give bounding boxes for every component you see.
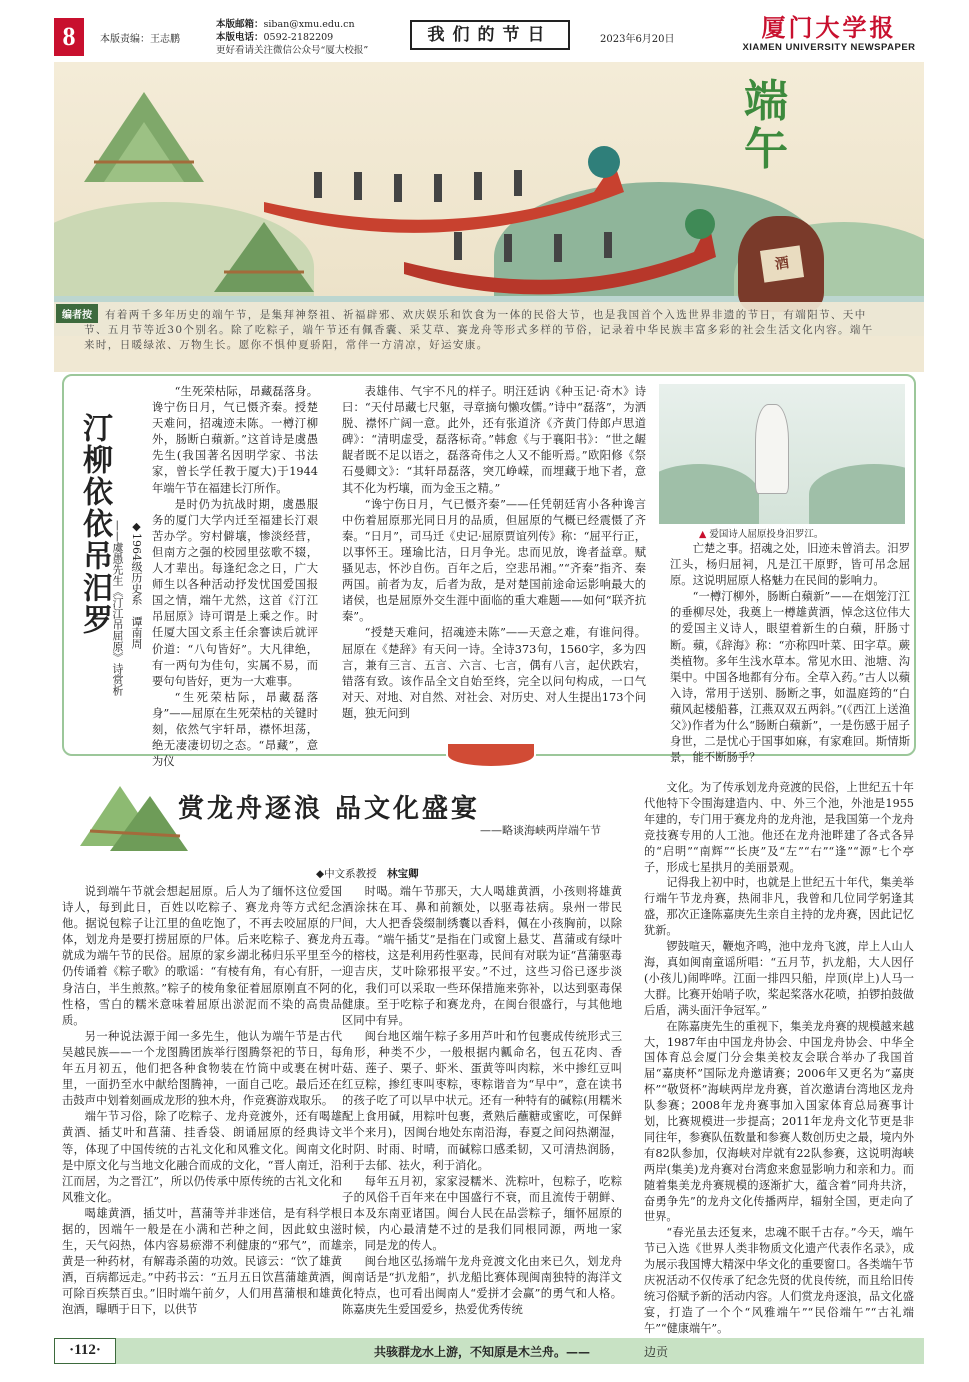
- zongzi-icon: [74, 82, 214, 212]
- newspaper-logo: [734, 14, 924, 53]
- paragraph: 闽台地区弘扬端午龙舟竞渡文化由来已久，划龙舟闽南话是“扒龙船”，扒龙船比赛体现闽南独特的海洋文化特点，也可看出闽南人“爱拼才会赢”的勇气和人格。陈嘉庚先生爱国爱乡，热爱优秀传统: [342, 1255, 622, 1317]
- paragraph: 文化。为了传承划龙舟竞渡的民俗，上世纪五十年代他特下令围海建造内、中、外三个池，外池是1955年建的，专门用于赛龙舟的龙舟池，是我国第一个龙舟竞技赛专用的人工池。他还在龙舟池畔建了各式各异的“启明”“南辉”“长庚”及“左”“右”“逢”“源”七个亭子，形成七星拱月的美丽景观。: [644, 781, 914, 874]
- section-title: 我们的节日: [410, 20, 570, 50]
- caption-marker: ▲: [699, 529, 707, 540]
- paragraph: 亡楚之事。招魂之处，旧迹未曾消去。汨罗江头，杨归屈祠，凡是江干原野，皆可吊念屈原。这说明屈原人格魅力在民间的影响力。: [670, 542, 910, 588]
- paragraph: 说到端午节就会想起屈原。后人为了缅怀这位爱国诗人，每到此日，百姓以吃粽子、赛龙舟等方式纪念他。据说包粽子让江里的鱼吃饱了，不再去咬屈原的尸体，划龙舟是要打捞屈原的尸体。后来吃粽子、赛龙舟就成为端午节的民俗。屈原的家乡湖北秭归乐平里至今仍传诵着《粽子歌》的歌谣：“有棱有角，有心有肝，一身洁白，半生煎熬。”粽子的棱角象征着屈原刚直不阿的性格，雪白的糯米意味着屈原出淤泥而不染的高贵品质。: [62, 885, 342, 1027]
- qu-yuan-illustration: [659, 384, 905, 524]
- paragraph: “春光虽去还复来，忠魂不眠千古存。”今天，端午节已入选《世界人类非物质文化遗产代表作名录》，成为展示我国博大精深中华文化的重要窗口。各类端午节庆祝活动不仅传承了纪念先贤的优良传统，而且给旧传统习俗赋予新的活动内容。人们赏龙舟逐浪，品文化盛宴，打造了一个个“风雅端午”“民俗端午”“古礼端午”“健康端午”。: [644, 1226, 914, 1335]
- page-number: 8: [54, 18, 84, 56]
- newspaper-name-cn: 厦门大学报: [761, 13, 897, 42]
- paragraph: “生死荣枯际，昂藏磊落身”——屈原在生死荣枯的关键时刻，依然气宇轩昂，襟怀坦荡，绝无凄凄切切之态。“昂藏”，意为仪: [152, 690, 318, 769]
- article-column: [152, 384, 318, 770]
- editor-note-text: 有着两千多年历史的端午节，是集拜神祭祖、祈福辟邪、欢庆娱乐和饮食为一体的民俗大节，也是我国首个入选世界非遗的节日，有端阳节、天中节、五月节等近30个别名。除了吃粽子，端午节还有佩香囊、采艾草、赛龙舟等形式多样的节俗，记录着中华民族丰富多彩的社会生活文化内容。端午来时，日暖绿浓、万物生长。愿你不惧仲夏骄阳，常伴一方清凉，好运安康。: [84, 309, 874, 351]
- paragraph: 记得我上初中时，也就是上世纪五十年代，集美举行端午节龙舟赛，热闹非凡，我曾和几位同学躬逢其盛，那次正逢陈嘉庚先生亲自主持的龙舟赛，因此记忆犹新。: [644, 876, 914, 938]
- paragraph: “谗宁伤日月，气已慑齐秦”——任凭朝廷宵小各种谗言中伤着屈原那光同日月的品质，但屈原的气概已经震慑了齐秦。“日月”，司马迁《史记·屈原贾谊列传》称：“屈平行正，以事怀王。瑾瑜比洁，日月争光。忠而见放，谗者益章。赋骚见志，怀沙自伤。百年之后，空悲吊湘。”“齐秦”指齐、秦两国。前者为友，后者为敌，是对楚国前途命运影响最大的诸侯，也是屈原外交生涯中面临的重大难题——如何“联齐抗秦”。: [342, 497, 646, 624]
- paragraph: “授楚天难问，招魂迹未陈”——天意之难，有谁问得。屈原在《楚辞》有天问一诗。全诗373句，1560字，多为四言，兼有三言、五言、六言、七言，偶有八言，起伏跌宕，错落有致。该作品全文自始至终，完全以问句构成，一口气对天、对地、对自然、对社会、对历史、对人生提出173个问题，独无问到: [342, 626, 646, 720]
- article-subtitle: ——虞愚先生《汀江吊屈原》诗赏析: [111, 520, 124, 696]
- paragraph: 每年五月初，家家浸糯米、洗粽叶，包粽子，吃粽子的风俗千百年来在中国盛行不衰，而且流传于朝鲜、日本及东南亚诸国。闽台人民在品尝粽子，缅怀屈原的时候，内心最清楚不过的是我们同根同源，两地一家亲，同是龙的传人。: [342, 1174, 622, 1253]
- mountain-shape: [809, 464, 905, 524]
- issue-date: 2023年6月20日: [600, 34, 675, 45]
- mountain-shape: [659, 464, 759, 524]
- editor-credit: 本版责编：王志鹏: [100, 34, 180, 45]
- footer-quote-author: 边贡: [644, 1345, 669, 1359]
- editor-note: [54, 302, 924, 372]
- caption-text: 爱国诗人屈原投身汨罗江。: [709, 529, 824, 540]
- article-column: [342, 884, 622, 1319]
- author-name: 林宝卿: [387, 868, 419, 880]
- wine-jar-label: 酒: [760, 245, 804, 282]
- article-author: ◆1964级历史系 谭南周: [130, 520, 143, 649]
- issue-number: ·112·: [54, 1338, 116, 1364]
- article-author: [316, 866, 419, 881]
- footer-bar: [54, 1338, 924, 1364]
- footer-quote: 共骇群龙水上游，不知原是木兰舟。——: [374, 1345, 591, 1359]
- phone-label: 本版电话：: [216, 32, 264, 43]
- phone-number: 0592-2182209: [263, 32, 334, 43]
- paragraph: 喝雄黄酒，插艾叶，菖蒲等并非迷信，是有科学根据的，因端午一般是在小满和芒种之间，因此蚊虫滋生，天气闷热，体内容易瘀滞不利健康的“邪气”，而雄黄是一种药材，有解毒杀菌的功效。民谚云：“饮了雄黄酒，百病都远走。”中药书云：“五月五日饮菖蒲雄黄酒，可除百疾禁百虫。”旧时端午前夕，人们用菖蒲根和雄黄泡酒，曝晒于日下，以供节: [62, 1206, 342, 1317]
- article-subtitle: ——略谈海峡两岸端午节: [480, 824, 601, 837]
- masthead: [54, 14, 924, 60]
- article-column: [342, 384, 646, 722]
- author-prefix: ◆中文系教授: [316, 868, 377, 880]
- paragraph: “一樽汀柳外，肠断白蘋新”——在烟笼汀江的垂柳尽处，我奠上一樽雄黄酒，悼念这位伟大的爱国主义诗人，眼望着新生的白蘋，肝肠寸断。蘋，《辞海》称：“亦称四叶菜、田字草。蕨类植物。多年生浅水草本。常见水田、池塘、沟渠中。中国各地都有分布。全草入药。”古人以蘋入诗，常用于送别、肠断之事，如温庭筠的“白蘋风起楼船暮，江燕双双五两斜。”(《西江上送渔父》)作者为什么“肠断白蘋新”，一是伤感于屈子身世，二是忧心于国事如麻，有家难回。斯情斯景，能不断肠乎？: [670, 590, 910, 765]
- article-column: [670, 541, 910, 766]
- wechat-note: 更好看请关注微信公众号“厦大校报”: [216, 45, 369, 56]
- email-address: siban@xmu.edu.cn: [263, 19, 355, 30]
- paragraph: 闽台地区端午粽子多用芦叶和竹包裹成传统形式三角形，种类不少，一般根据内瓤命名，包五花肉、香菇、莲子、栗子、虾米、蛋黄等叫肉粽，米中掺红豆叫红豆粽，掺红枣叫枣粽，枣粽谐音为“早中”，意在读书的孩子吃了可以早中状元。还有一种特有的碱粽(用糯米配上食用碱，用粽叶包裹，煮熟后蘸糖或蜜吃，可保鲜半个来月)，因闽台地处东南沿海，春夏之间闷热潮湿，时阴、时雨、时晴，而碱粽口感柔韧，又可清热润肠，利于去郁、祛火，利于消化。: [342, 1029, 622, 1172]
- paragraph: 在陈嘉庚先生的重视下，集美龙舟赛的规模越来越大，1987年由中国龙舟协会、中国龙舟协会、中华全国体育总会厦门分会集美校友会联合举办了我国首届“嘉庚杯”国际龙舟邀请赛；2006年又更名为“嘉庚杯”“敬贤杯”海峡两岸龙舟赛，首次邀请台湾地区龙舟队参赛；2008年龙舟赛事加入国家体育总局赛事计划，比赛规模进一步提高；2011年龙舟文化节更是非同往年，参赛队伍数量和参赛人数创历史之最，境内外有82队参加，仅海峡对岸就有22队参赛，这说明海峡两岸(集美)龙舟赛对台湾愈来愈显影响力和亲和力。而随着集美龙舟赛规模的逐渐扩大，蕴含着“同舟共济，奋勇争先”的龙舟文化传播两岸，辐射全国，更走向了世界。: [644, 1019, 914, 1224]
- duanwu-calligraphy: 端午: [744, 76, 788, 175]
- image-caption: [699, 526, 823, 540]
- dragon-boat-icon: [394, 202, 724, 302]
- dragon-boat-divider-icon: [446, 742, 536, 768]
- paragraph: 锣鼓喧天，鞭炮齐鸣，池中龙舟飞渡，岸上人山人海，真如闽南童谣所唱：“五月节，扒龙船，大人因仔(小孩儿)闹哗哗。江面一排四只船，岸顶(岸上)人马一大群。比赛开始哨子吹，桨起桨落水花喷，拍锣拍鼓做后盾，满头面汗争冠军。”: [644, 940, 914, 1017]
- paragraph: 表雄伟、气宇不凡的样子。明汪廷讷《种玉记·奇木》诗曰：“天付昂藏七尺躯，寻章摘句懒攻儒。”诗中“磊落”，为洒脱、襟怀广阔一意。此外，还有张道济《齐黄门侍郎卢思道碑》：“清明虚受，磊落标奇。”韩愈《与于襄阳书》：“世之龌龊者既不足以语之，磊落奇伟之人又不能听焉。”欧阳修《祭石曼卿文》：“其轩昂磊落，突兀峥嵘，而埋藏于地下者，意其不化为朽壤，而为金玉之精。”: [342, 385, 646, 495]
- dragon-boat-banner: [54, 62, 924, 372]
- article-title: 赏龙舟逐浪 品文化盛宴: [178, 794, 481, 824]
- zongzi-icon: [70, 776, 190, 856]
- paragraph: 时喝。端午节那天，大人喝雄黄酒，小孩则将雄黄酒涂抹在耳、鼻和前额处，以驱毒祛病。泉州一带民间，大人把香袋缀制绣囊以香料，佩在小孩胸前，以除五毒。“端午插艾”是指在门或窗上悬艾、菖蒲或有绿叶的榕枝，这是利用药性驱毒，民间有对联为证“菖蒲驱毒迎吉庆，艾叶除邪报平安。”不过，这些习俗已逐步淡化，我们可以采取一些环保措施来弥补，以达到驱毒保健康。至于吃粽子和赛龙舟，在闽台很盛行，与其他地区同中有异。: [342, 885, 622, 1027]
- poet-figure: [755, 404, 789, 494]
- paragraph: 是时仍为抗战时期，虞愚服务的厦门大学内迁至福建长汀艰苦办学。穷村僻壤，惨淡经营，但南方之强的校园里弦歌不辍，人才辈出。每逢纪念之日，广大师生以各种活动抒发忧国爱国报国之情，端午尤然，这首《汀江吊屈原》诗可谓是上乘之作。时任厦大国文系主任余謇读后就评价道：“八句皆好”。大凡律绝，有一两句为佳句，实属不易，而要句句皆好，更为一大难事。: [152, 497, 318, 688]
- article-column: [62, 884, 342, 1319]
- newspaper-name-en: XIAMEN UNIVERSITY NEWSPAPER: [742, 42, 916, 53]
- paragraph: “生死荣枯际，昂藏磊落身。谗宁伤日月，气已慑齐秦。授楚天难问，招魂迹未陈。一樽汀柳外，肠断白蘋新。”这首诗是虞愚先生(我国著名因明学家、书法家，曾长学任教于厦大)于1944年端午节在福建长汀所作。: [152, 385, 318, 495]
- editor-note-label: 编者按: [56, 304, 98, 323]
- article-title: 汀柳依依吊汨罗: [77, 412, 112, 636]
- article-column: [644, 780, 914, 1337]
- contact-info: [216, 18, 368, 57]
- paragraph: 另一种说法源于闻一多先生，他认为端午节是古代吴越民族——一个龙图腾团族举行图腾祭祀的节日，每年五月初五，他们把各种食物装在竹筒中或裹在树叶里，一面扔至水中献给图腾神，一面自己吃。最后还在击鼓声中划着刻画成龙形的独木舟，作竞赛游戏取乐。: [62, 1029, 342, 1108]
- email-label: 本版邮箱：: [216, 19, 264, 30]
- paragraph: 端午节习俗，除了吃粽子、龙舟竞渡外，还有喝雄黄酒、插艾叶和菖蒲、挂香袋、朗诵屈原的经典诗文等，体现了中国传统的古礼文化和风雅文化。闽南文化是中原文化与当地文化融合而成的文化，“晋人南迁，沿江而居，为之晋江”，所以仍传承中原传统的古礼文化和风雅文化。: [62, 1110, 342, 1204]
